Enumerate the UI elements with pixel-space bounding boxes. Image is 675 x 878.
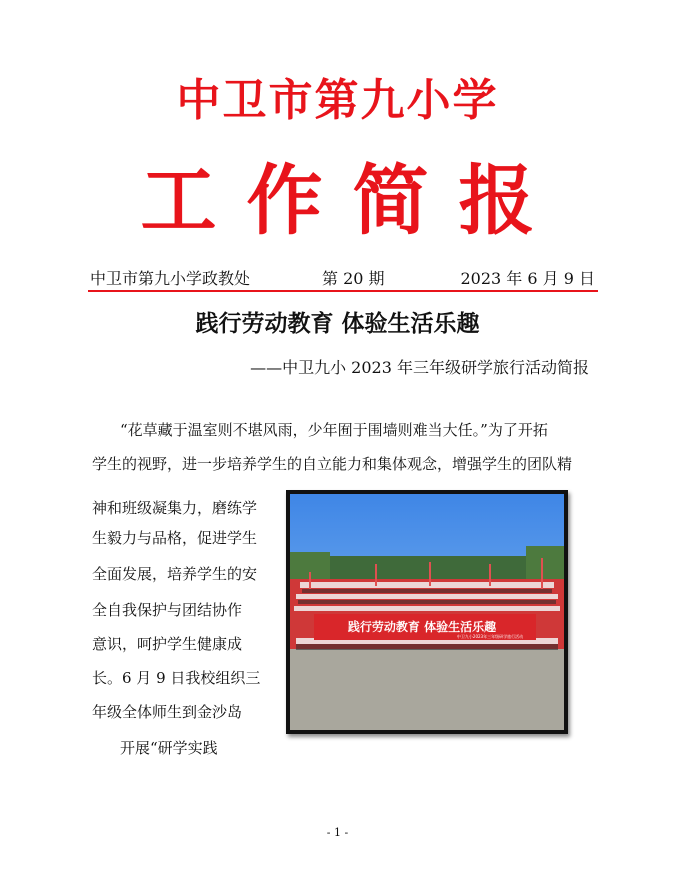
issue-department: 中卫市第九小学政教处 (90, 269, 251, 288)
issue-number: 第 20 期 (322, 269, 385, 288)
photo-banner-text: 践行劳动教育 体验生活乐趣 (347, 620, 497, 634)
body-line-9: 年级全体师生到金沙岛 (92, 703, 243, 721)
header-divider (88, 290, 598, 292)
issue-date: 2023 年 6 月 9 日 (460, 269, 595, 288)
body-line-8: 长。6 月 9 日我校组织三 (92, 669, 261, 687)
photo-banner-small-text: 中卫九小2023年三年级研学旅行活动 (456, 634, 524, 639)
body-line-1: “花草藏于温室则不堪风雨，少年囿于围墙则难当大任。”为了开拓 (120, 421, 548, 439)
body-line-10: 开展“研学实践 (120, 739, 218, 757)
body-line-7: 意识，呵护学生健康成 (92, 635, 243, 653)
body-line-2: 学生的视野，进一步培养学生的自立能力和集体观念，增强学生的团队精 (92, 455, 573, 473)
body-line-6: 全自我保护与团结协作 (92, 601, 243, 619)
group-photo-image (290, 494, 564, 730)
school-title: 中卫市第九小学 (176, 75, 499, 126)
issue-info (90, 266, 595, 290)
article-headline: 践行劳动教育 体验生活乐趣 (195, 311, 480, 337)
body-line-4: 生毅力与品格，促进学生 (92, 529, 258, 547)
body-line-3: 神和班级凝集力，磨练学 (92, 499, 258, 517)
page-number: - 1 - (326, 826, 349, 839)
article-subheading: ——中卫九小 2023 年三年级研学旅行活动简报 (250, 358, 589, 377)
group-photo (286, 490, 568, 734)
body-line-5: 全面发展，培养学生的安 (92, 565, 258, 583)
bulletin-title: 工作简报 (140, 156, 565, 245)
